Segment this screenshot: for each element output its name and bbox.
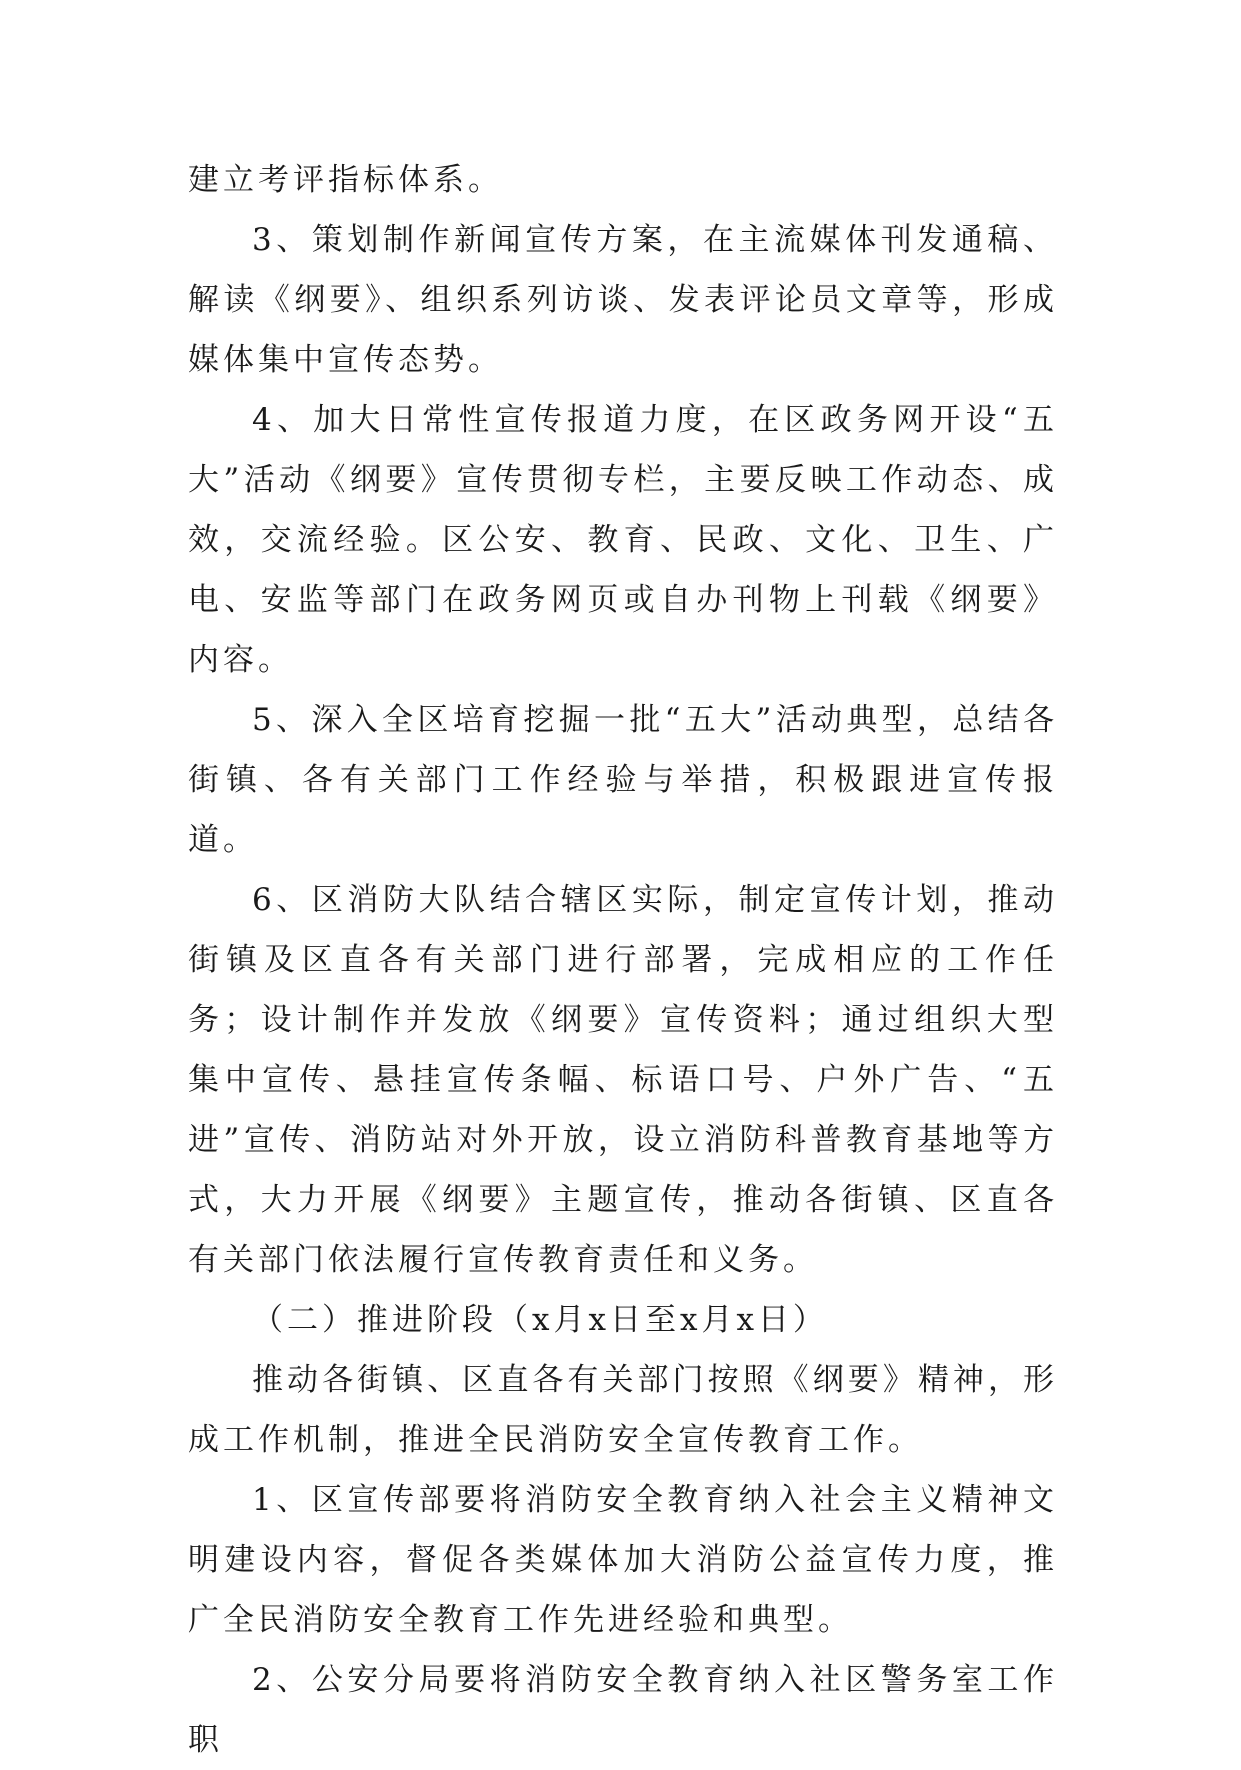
paragraph-item-3: 3、策划制作新闻宣传方案，在主流媒体刊发通稿、解读《纲要》、组织系列访谈、发表评论员文章等，形成媒体集中宣传态势。 — [188, 222, 1058, 378]
paragraph-item-4: 4、加大日常性宣传报道力度，在区政务网开设“五大”活动《纲要》宣传贯彻专栏，主要反映工作动态、成效，交流经验。区公安、教育、民政、文化、卫生、广电、安监等部门在政务网页或自办刊物上刊载《纲要》内容。 — [188, 402, 1058, 678]
document-body — [188, 150, 1058, 1770]
paragraph-stage-item-2: 2、公安分局要将消防安全教育纳入社区警务室工作职 — [188, 1662, 1058, 1758]
paragraph-item-5: 5、深入全区培育挖掘一批“五大”活动典型，总结各街镇、各有关部门工作经验与举措，积极跟进宣传报道。 — [188, 702, 1058, 858]
section-heading-stage-two: （二）推进阶段（x月x日至x月x日） — [252, 1302, 828, 1338]
paragraph-stage-item-1: 1、区宣传部要将消防安全教育纳入社会主义精神文明建设内容，督促各类媒体加大消防公益宣传力度，推广全民消防安全教育工作先进经验和典型。 — [188, 1482, 1058, 1638]
paragraph-stage-intro: 推动各街镇、区直各有关部门按照《纲要》精神，形成工作机制，推进全民消防安全宣传教育工作。 — [188, 1362, 1058, 1458]
paragraph-item-6: 6、区消防大队结合辖区实际，制定宣传计划，推动街镇及区直各有关部门进行部署，完成相应的工作任务；设计制作并发放《纲要》宣传资料；通过组织大型集中宣传、悬挂宣传条幅、标语口号、户外广告、“五进”宣传、消防站对外开放，设立消防科普教育基地等方式，大力开展《纲要》主题宣传，推动各街镇、区直各有关部门依法履行宣传教育责任和义务。 — [188, 882, 1058, 1278]
paragraph-continuation: 建立考评指标体系。 — [188, 162, 503, 198]
